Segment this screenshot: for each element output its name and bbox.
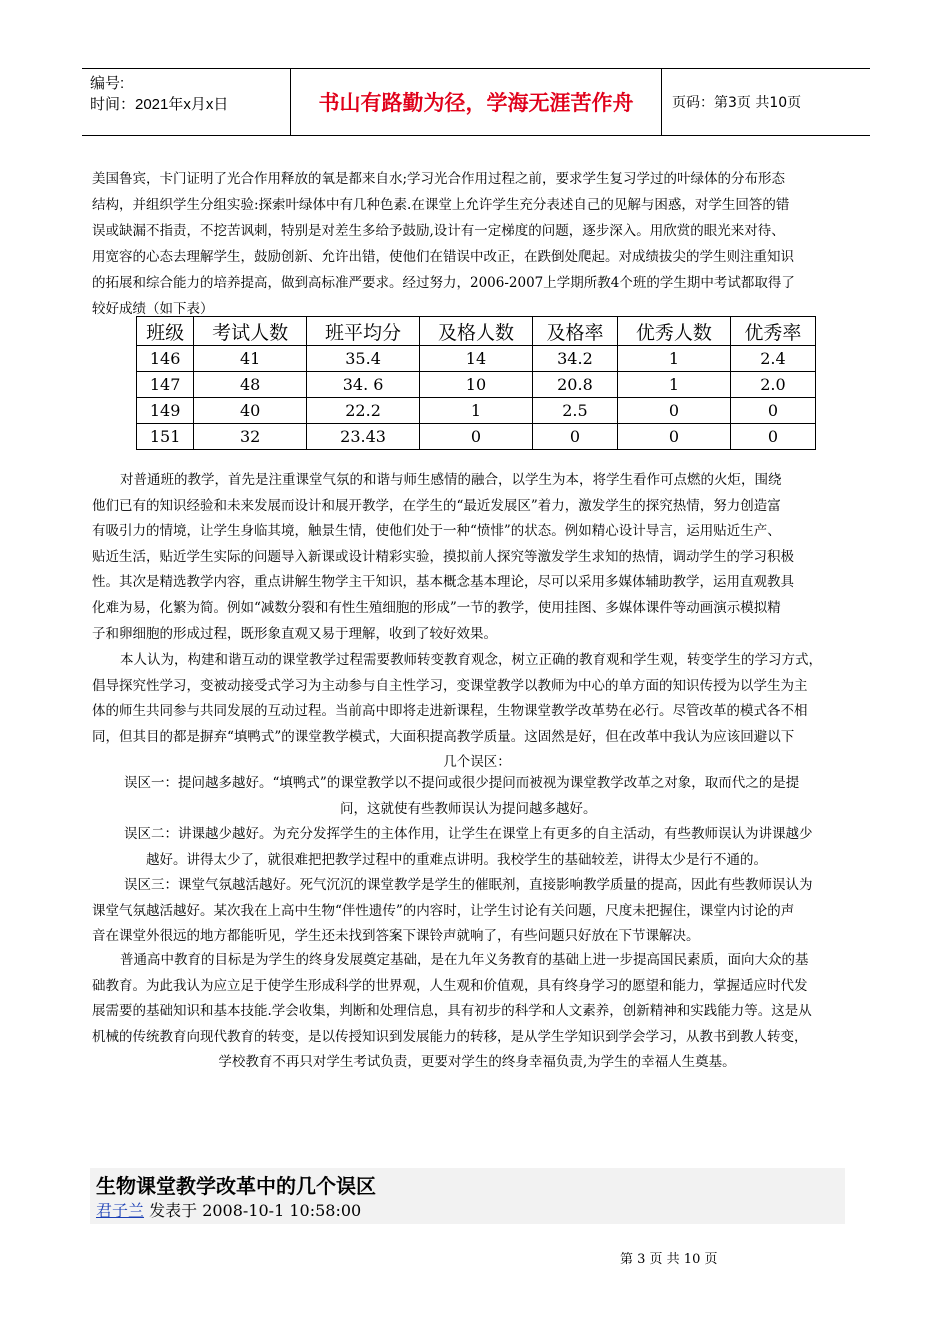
text-line: 用宽容的心态去理解学生，鼓励创新、允许出错，使他们在错误中改正，在跌倒处爬起。对成绩拔尖的学生则注重知识 — [92, 249, 794, 265]
page-header — [82, 68, 870, 136]
table-header-row — [137, 317, 816, 346]
score-table — [136, 316, 816, 450]
text-line: 问，这就使有些教师误认为提问越多越好。 — [340, 800, 597, 817]
table-cell: 0 — [730, 398, 815, 424]
table-cell: 10 — [420, 372, 533, 398]
table-cell: 14 — [420, 346, 533, 372]
header-motto: 书山有路勤为径，学海无涯苦作舟 — [291, 69, 662, 135]
text-line: 误或缺漏不指责，不挖苦讽刺，特别是对差生多给予鼓励,设计有一定梯度的问题，逐步深入。用欣赏的眼光来对待、 — [92, 223, 785, 239]
text-line: 同，但其目的都是摒弃“填鸭式”的课堂教学模式，大面积提高教学质量。这固然是好，但在改革中我认为应该回避以下 — [92, 728, 795, 745]
header-meta — [82, 69, 291, 135]
text-line: 机械的传统教育向现代教育的转变，是以传授知识到发展能力的转移，是从学生学知识到学会学习，从教书到教人转变， — [92, 1028, 808, 1045]
table-cell: 32 — [194, 424, 307, 450]
column-header: 班平均分 — [307, 317, 420, 346]
table-cell: 1 — [420, 398, 533, 424]
column-header: 优秀率 — [730, 317, 815, 346]
author-link[interactable]: 君子兰 — [96, 1201, 145, 1220]
table-cell: 1 — [617, 346, 730, 372]
conclusion-paragraph — [92, 948, 862, 1076]
table-cell: 0 — [617, 424, 730, 450]
column-header: 考试人数 — [194, 317, 307, 346]
table-cell: 0 — [617, 398, 730, 424]
table-cell: 2.4 — [730, 346, 815, 372]
table-cell: 2.5 — [532, 398, 617, 424]
text-line: 学校教育不再只对学生考试负责，更要对学生的终身幸福负责,为学生的幸福人生奠基。 — [218, 1054, 736, 1071]
text-line: 他们已有的知识经验和未来发展而设计和展开教学，在学生的“最近发展区”着力，激发学生的探究热情，努力创造富 — [92, 497, 781, 514]
text-line: 对普通班的教学，首先是注重课堂气氛的和谐与师生感情的融合，以学生为本，将学生看作可点燃的火炬，围绕 — [120, 472, 782, 488]
table-cell: 2.0 — [730, 372, 815, 398]
table-cell: 34. 6 — [307, 372, 420, 398]
time-label: 时间：2021年x月x日 — [90, 96, 229, 113]
table-cell: 146 — [137, 346, 194, 372]
article-byline — [96, 1198, 361, 1221]
text-line: 普通高中教育的目标是为学生的终身发展奠定基础，是在九年义务教育的基础上进一步提高国民素质，面向大众的基 — [120, 952, 809, 968]
text-line: 误区一：提问越多越好。“填鸭式”的课堂教学以不提问或很少提问而被视为课堂教学改革之对象，取而代之的是提 — [124, 775, 800, 791]
text-line: 展需要的基础知识和基本技能.学会收集，判断和处理信息，具有初步的科学和人文素养，创新精神和实践能力等。这是从 — [92, 1003, 812, 1020]
text-line: 误区二：讲课越少越好。为充分发挥学生的主体作用，让学生在课堂上有更多的自主活动，有些教师误认为讲课越少 — [124, 826, 813, 842]
text-line: 性。其次是精选教学内容，重点讲解生物学主干知识，基本概念基本理论，尽可以采用多媒体辅助教学，运用直观教具 — [92, 574, 794, 591]
table-cell: 22.2 — [307, 398, 420, 424]
table-row — [137, 372, 816, 398]
text-line: 结构，并组织学生分组实验:探索叶绿体中有几种色素.在课堂上允许学生充分表述自己的见解与困惑，对学生回答的错 — [92, 197, 790, 213]
table-cell: 149 — [137, 398, 194, 424]
table-cell: 20.8 — [532, 372, 617, 398]
posted-time: 发表于 2008-10-1 10:58:00 — [149, 1201, 362, 1220]
table-cell: 0 — [420, 424, 533, 450]
page-footer: 第 3 页 共 10 页 — [620, 1252, 718, 1267]
text-line: 体的师生共同参与共同发展的互动过程。当前高中即将走进新课程，生物课堂教学改革势在必行。尽管改革的模式各不相 — [92, 703, 808, 720]
teaching-paragraph — [92, 468, 862, 647]
text-line: 误区三：课堂气氛越活越好。死气沉沉的课堂教学是学生的催眠剂，直接影响教学质量的提高，因此有些教师误认为 — [124, 877, 813, 893]
opinion-paragraph — [92, 648, 862, 776]
column-header: 及格人数 — [420, 317, 533, 346]
text-line: 几个误区： — [443, 754, 511, 771]
mistake-three — [92, 873, 862, 950]
table-row — [137, 398, 816, 424]
table-cell: 147 — [137, 372, 194, 398]
table-cell: 41 — [194, 346, 307, 372]
mistake-one — [92, 771, 862, 822]
text-line: 较好成绩（如下表） — [92, 301, 214, 317]
text-line: 有吸引力的情境，让学生身临其境，触景生情，使他们处于一种“愤悱”的状态。例如精心设计导言，运用贴近生产、 — [92, 523, 781, 540]
table-cell: 34.2 — [532, 346, 617, 372]
header-page-info: 页码：第3页 共10页 — [672, 95, 802, 111]
table-cell: 0 — [730, 424, 815, 450]
intro-paragraph — [92, 166, 852, 322]
table-cell: 0 — [532, 424, 617, 450]
text-line: 本人认为，构建和谐互动的课堂教学过程需要教师转变教育观念，树立正确的教育观和学生观，转变学生的学习方式， — [120, 652, 822, 668]
text-line: 子和卵细胞的形成过程，既形象直观又易于理解，收到了较好效果。 — [92, 625, 497, 642]
text-line: 贴近生活，贴近学生实际的问题导入新课或设计精彩实验，摸拟前人探究等激发学生求知的热情，调动学生的学习积极 — [92, 548, 794, 565]
table-cell: 35.4 — [307, 346, 420, 372]
table-row — [137, 424, 816, 450]
text-line: 越好。讲得太少了，就很难把把教学过程中的重难点讲明。我校学生的基础较差，讲得太少是行不通的。 — [146, 851, 767, 868]
text-line: 的拓展和综合能力的培养提高，做到高标准严要求。经过努力，2006-2007上学期所教4个班的学生期中考试都取得了 — [92, 275, 795, 291]
text-line: 课堂气氛越活越好。某次我在上高中生物“伴性遗传”的内容时，让学生讨论有关问题，尺度未把握住，课堂内讨论的声 — [92, 902, 795, 919]
text-line: 化难为易，化繁为简。例如“减数分裂和有性生殖细胞的形成”一节的教学，使用挂图、多媒体课件等动画演示模拟精 — [92, 599, 781, 616]
number-label: 编号: — [90, 75, 125, 92]
column-header: 优秀人数 — [617, 317, 730, 346]
table-cell: 48 — [194, 372, 307, 398]
text-line: 音在课堂外很远的地方都能听见，学生还未找到答案下课铃声就响了，有些问题只好放在下节课解决。 — [92, 928, 700, 945]
article-title: 生物课堂教学改革中的几个误区 — [96, 1174, 376, 1198]
table-row — [137, 346, 816, 372]
column-header: 及格率 — [532, 317, 617, 346]
table-cell: 1 — [617, 372, 730, 398]
text-line: 倡导探究性学习，变被动接受式学习为主动参与自主性学习，变课堂教学以教师为中心的单方面的知识传授为以学生为主 — [92, 677, 808, 694]
column-header: 班级 — [137, 317, 194, 346]
text-line: 础教育。为此我认为应立足于使学生形成科学的世界观，人生观和价值观，具有终身学习的愿望和能力，掌握适应时代发 — [92, 977, 808, 994]
table-cell: 23.43 — [307, 424, 420, 450]
text-line: 美国鲁宾，卡门证明了光合作用释放的氧是都来自水;学习光合作用过程之前，要求学生复习学过的叶绿体的分布形态 — [92, 171, 786, 187]
table-cell: 151 — [137, 424, 194, 450]
mistake-two — [92, 822, 862, 873]
table-cell: 40 — [194, 398, 307, 424]
